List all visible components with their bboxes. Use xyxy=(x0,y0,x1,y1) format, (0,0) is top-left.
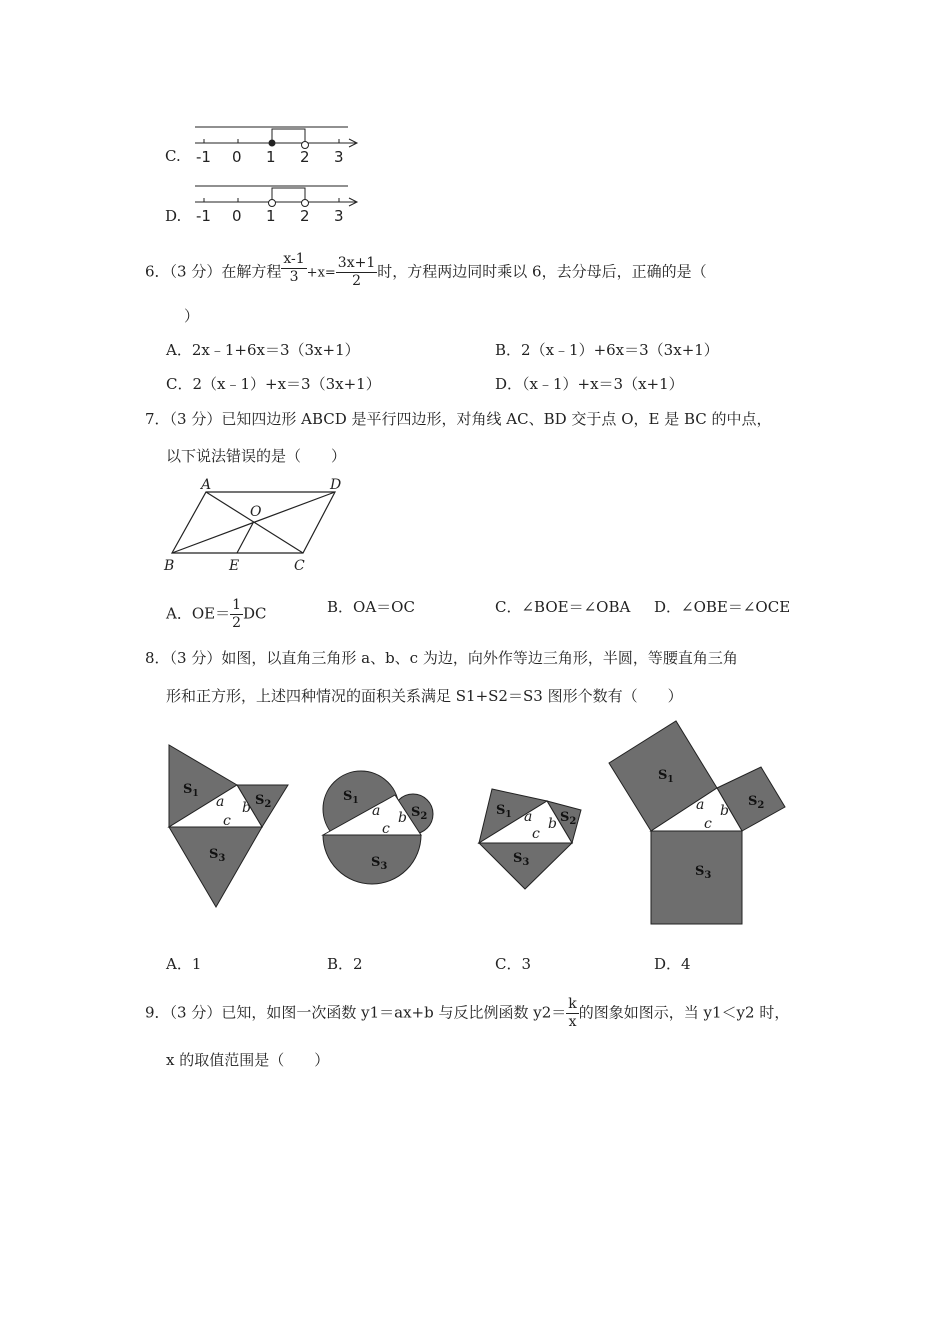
fig3-a-label: a xyxy=(524,809,533,825)
q5-option-c-label: C. xyxy=(165,147,181,165)
fig4-s1-label: $S_1$ xyxy=(658,768,674,785)
point-e-label: E xyxy=(229,558,240,574)
q8-option-b: B．2 xyxy=(327,955,363,973)
tick-label: 2 xyxy=(300,207,310,225)
q7-option-c: C．∠BOE＝∠OBA xyxy=(495,598,631,616)
tick-label: -1 xyxy=(196,207,211,225)
q6-frac1: $\frac{x-1}{3}$ xyxy=(283,251,305,285)
q6-post: 时，方程两边同时乘以 6，去分母后，正确的是（ xyxy=(377,262,707,281)
fig3-c-label: c xyxy=(532,826,540,842)
fig1-c-label: c xyxy=(223,813,231,829)
vertex-d-label: D xyxy=(330,477,342,493)
tick-label: 0 xyxy=(232,148,242,166)
tick-label: 3 xyxy=(334,207,344,225)
parallelogram-figure xyxy=(172,492,335,553)
tick-label: -1 xyxy=(196,148,211,166)
tick-label: 1 xyxy=(266,207,276,225)
q6-close: ） xyxy=(184,307,200,325)
q7-stem-line2: 以下说法错误的是（ ） xyxy=(166,447,347,465)
q7-option-b: B．OA＝OC xyxy=(327,598,415,616)
fig2-s3-label: $S_3$ xyxy=(371,855,388,872)
q8-option-c: C．3 xyxy=(495,955,532,973)
fig2-c-label: c xyxy=(382,821,390,837)
q6-option-b: B．2（x﹣1）+6x＝3（3x+1） xyxy=(495,341,719,359)
q6-plus: +x= xyxy=(306,265,336,281)
q8-figure-squares xyxy=(609,721,785,924)
fig1-s3-label: $S_3$ xyxy=(209,847,226,864)
q7-stem-line1: 7．（3 分）已知四边形 ABCD 是平行四边形，对角线 AC、BD 交于点 O，E 是 BC 的中点， xyxy=(145,410,772,428)
fig1-b-label: b xyxy=(242,800,251,816)
fig3-s2-label: $S_2$ xyxy=(560,810,577,827)
q6-score: （3 分） xyxy=(169,262,222,281)
point-o-label: O xyxy=(250,504,262,520)
fig2-s2-label: $S_2$ xyxy=(411,805,428,822)
q6-option-c: C．2（x﹣1）+x＝3（3x+1） xyxy=(166,375,381,393)
q6-option-d: D．（x﹣1）+x＝3（x+1） xyxy=(495,375,684,393)
q9-frac: $\frac{k}{x}$ xyxy=(568,996,577,1030)
q8-option-a: A．1 xyxy=(166,955,202,973)
open-dot-2 xyxy=(302,200,309,207)
q8-option-d: D．4 xyxy=(654,955,691,973)
q8-stem-line2: 形和正方形，上述四种情况的面积关系满足 S1+S2＝S3 图形个数有（ ） xyxy=(166,687,683,705)
q6-option-a: A．2x﹣1+6x＝3（3x+1） xyxy=(166,341,360,359)
fig1-s1-label: $S_1$ xyxy=(183,782,199,799)
fig4-s3-label: $S_3$ xyxy=(695,864,712,881)
vertex-b-label: B xyxy=(164,558,175,574)
tick-label: 2 xyxy=(300,148,310,166)
q6-pre: 在解方程 xyxy=(221,262,282,281)
fig3-b-label: b xyxy=(548,816,557,832)
q6-number: 6． xyxy=(145,262,170,281)
fig2-b-label: b xyxy=(398,810,407,826)
q7-option-d: D．∠OBE＝∠OCE xyxy=(654,598,791,616)
q9-stem-line1: 9．（3 分）已知，如图一次函数 y1＝ax+b 与反比例函数 y2＝ $\frac{k}{x}$ 的图象如图示，当 y1＜y2 时， xyxy=(145,996,790,1030)
fig1-s2-label: $S_2$ xyxy=(255,793,272,810)
fig3-s3-label: $S_3$ xyxy=(513,851,530,868)
q6-frac2: $\frac{3x+1}{2}$ xyxy=(337,255,376,289)
fig4-b-label: b xyxy=(720,803,729,819)
closed-dot-1 xyxy=(269,140,276,147)
fig4-c-label: c xyxy=(704,816,712,832)
fig2-s1-label: $S_1$ xyxy=(343,789,359,806)
number-line-c xyxy=(195,127,357,166)
fig4-a-label: a xyxy=(696,797,705,813)
number-line-d xyxy=(195,186,357,225)
q5-option-d-label: D. xyxy=(165,207,182,225)
fig1-a-label: a xyxy=(216,794,225,810)
fig3-s1-label: $S_1$ xyxy=(496,803,512,820)
fig2-a-label: a xyxy=(372,803,381,819)
q9-stem-line2: x 的取值范围是（ ） xyxy=(166,1051,330,1069)
tick-label: 1 xyxy=(266,148,276,166)
q8-figure-isosceles xyxy=(479,789,581,889)
vertex-c-label: C xyxy=(294,558,305,574)
tick-label: 0 xyxy=(232,207,242,225)
q7-opt-a-frac: $\frac{1}{2}$ xyxy=(232,597,242,631)
open-dot-1 xyxy=(269,200,276,207)
vertex-a-label: A xyxy=(201,477,212,493)
q8-stem-line1: 8．（3 分）如图，以直角三角形 a、b、c 为边，向外作等边三角形，半圆，等腰直角三角 xyxy=(145,649,738,667)
q7-option-a: A．OE＝ $\frac{1}{2}$ DC xyxy=(166,597,267,631)
fig4-s2-label: $S_2$ xyxy=(748,794,765,811)
q6-stem xyxy=(145,251,707,290)
tick-label: 3 xyxy=(334,148,344,166)
